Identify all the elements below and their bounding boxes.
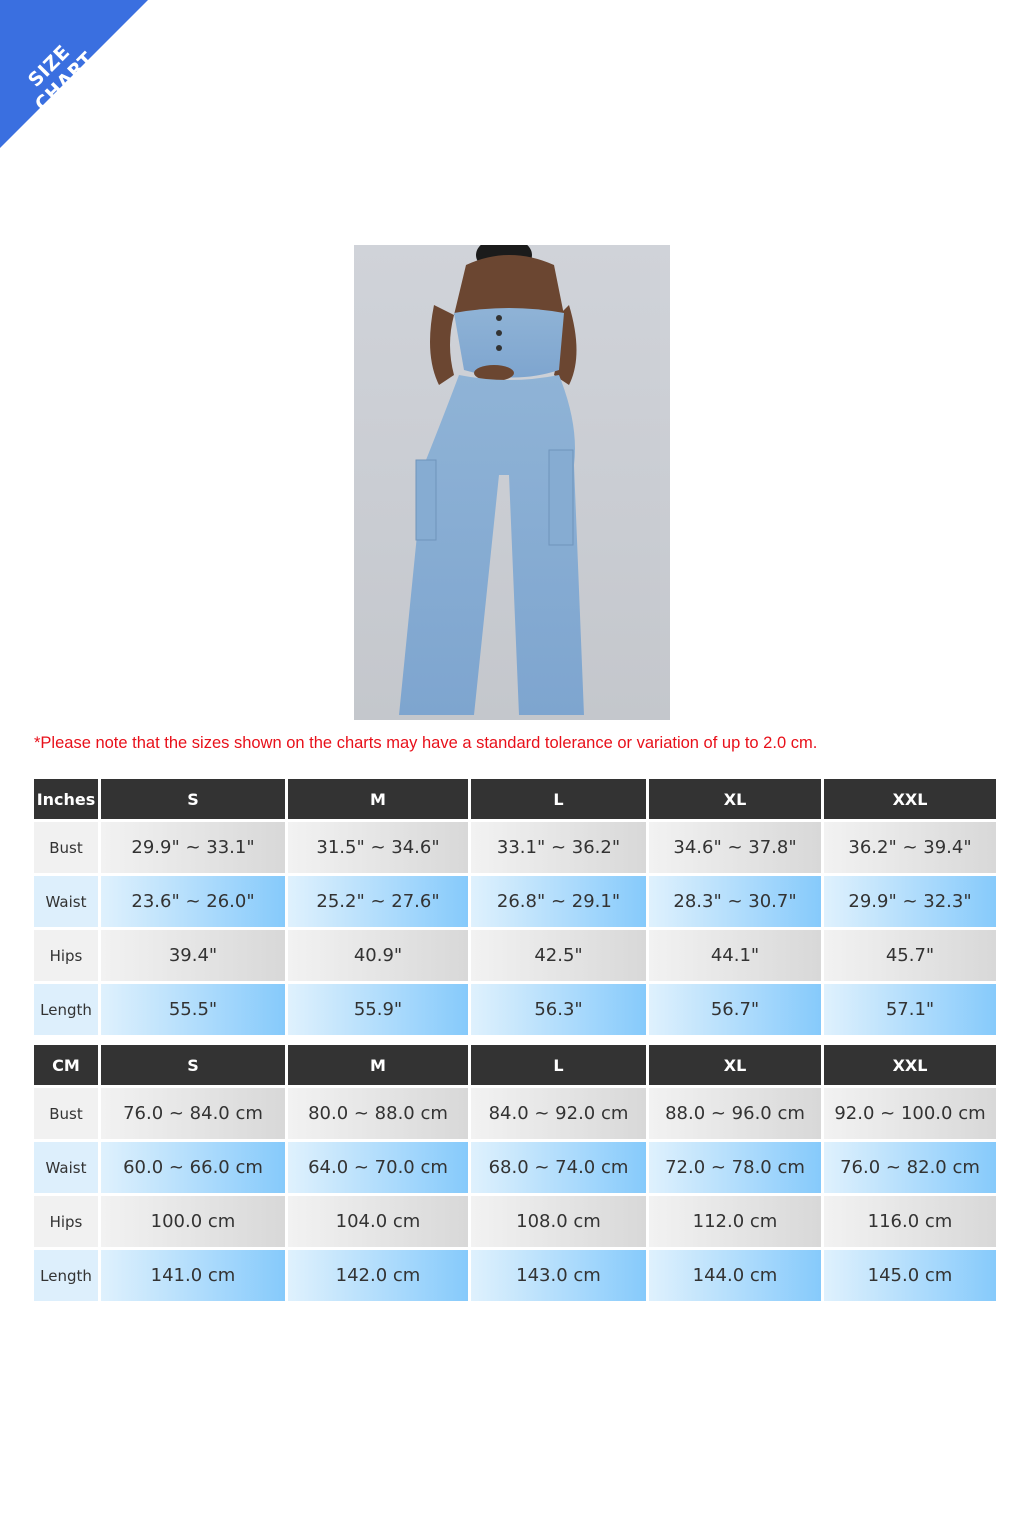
size-header-m: M (288, 779, 468, 819)
cell: 72.0 ~ 78.0 cm (649, 1142, 821, 1193)
size-header-l: L (471, 1045, 646, 1085)
cell: 80.0 ~ 88.0 cm (288, 1088, 468, 1139)
tolerance-note: *Please note that the sizes shown on the charts may have a standard tolerance or variation of up to 2.0 cm. (34, 734, 818, 752)
cell: 142.0 cm (288, 1250, 468, 1301)
model-jumpsuit-illustration (354, 245, 670, 720)
table-row-hips (34, 930, 996, 981)
size-header-xl: XL (649, 779, 821, 819)
cell: 55.9" (288, 984, 468, 1035)
table-row-hips (34, 1196, 996, 1247)
cell: 104.0 cm (288, 1196, 468, 1247)
table-row-bust (34, 1088, 996, 1139)
cell: 23.6" ~ 26.0" (101, 876, 285, 927)
row-label: Hips (34, 1196, 98, 1247)
cell: 100.0 cm (101, 1196, 285, 1247)
cell: 44.1" (649, 930, 821, 981)
cell: 45.7" (824, 930, 996, 981)
row-label: Length (34, 984, 98, 1035)
table-row-length (34, 984, 996, 1035)
cell: 144.0 cm (649, 1250, 821, 1301)
row-label: Bust (34, 1088, 98, 1139)
table-row-waist (34, 1142, 996, 1193)
size-table-inches (31, 776, 999, 1038)
row-label: Waist (34, 1142, 98, 1193)
cell: 76.0 ~ 82.0 cm (824, 1142, 996, 1193)
table-row-waist (34, 876, 996, 927)
cell: 40.9" (288, 930, 468, 981)
cell: 34.6" ~ 37.8" (649, 822, 821, 873)
cell: 33.1" ~ 36.2" (471, 822, 646, 873)
cell: 112.0 cm (649, 1196, 821, 1247)
size-header-xxl: XXL (824, 1045, 996, 1085)
cell: 76.0 ~ 84.0 cm (101, 1088, 285, 1139)
cell: 55.5" (101, 984, 285, 1035)
table-row-bust (34, 822, 996, 873)
cell: 25.2" ~ 27.6" (288, 876, 468, 927)
cell: 88.0 ~ 96.0 cm (649, 1088, 821, 1139)
size-table-cm (31, 1042, 999, 1304)
size-header-m: M (288, 1045, 468, 1085)
cell: 143.0 cm (471, 1250, 646, 1301)
size-header-l: L (471, 779, 646, 819)
cell: 84.0 ~ 92.0 cm (471, 1088, 646, 1139)
cell: 108.0 cm (471, 1196, 646, 1247)
cell: 116.0 cm (824, 1196, 996, 1247)
size-chart-badge-label: SIZE CHART (23, 40, 99, 116)
size-header-s: S (101, 779, 285, 819)
cell: 28.3" ~ 30.7" (649, 876, 821, 927)
cell: 145.0 cm (824, 1250, 996, 1301)
cell: 42.5" (471, 930, 646, 981)
unit-header: CM (34, 1045, 98, 1085)
cell: 68.0 ~ 74.0 cm (471, 1142, 646, 1193)
cell: 60.0 ~ 66.0 cm (101, 1142, 285, 1193)
row-label: Waist (34, 876, 98, 927)
row-label: Bust (34, 822, 98, 873)
cell: 141.0 cm (101, 1250, 285, 1301)
cell: 29.9" ~ 32.3" (824, 876, 996, 927)
row-label: Length (34, 1250, 98, 1301)
cell: 31.5" ~ 34.6" (288, 822, 468, 873)
cell: 92.0 ~ 100.0 cm (824, 1088, 996, 1139)
row-label: Hips (34, 930, 98, 981)
cell: 26.8" ~ 29.1" (471, 876, 646, 927)
cell: 57.1" (824, 984, 996, 1035)
product-photo (354, 245, 670, 720)
size-header-xl: XL (649, 1045, 821, 1085)
cell: 36.2" ~ 39.4" (824, 822, 996, 873)
cell: 39.4" (101, 930, 285, 981)
cell: 56.7" (649, 984, 821, 1035)
unit-header: Inches (34, 779, 98, 819)
cell: 64.0 ~ 70.0 cm (288, 1142, 468, 1193)
cell: 29.9" ~ 33.1" (101, 822, 285, 873)
size-header-s: S (101, 1045, 285, 1085)
size-header-xxl: XXL (824, 779, 996, 819)
cell: 56.3" (471, 984, 646, 1035)
table-row-length (34, 1250, 996, 1301)
